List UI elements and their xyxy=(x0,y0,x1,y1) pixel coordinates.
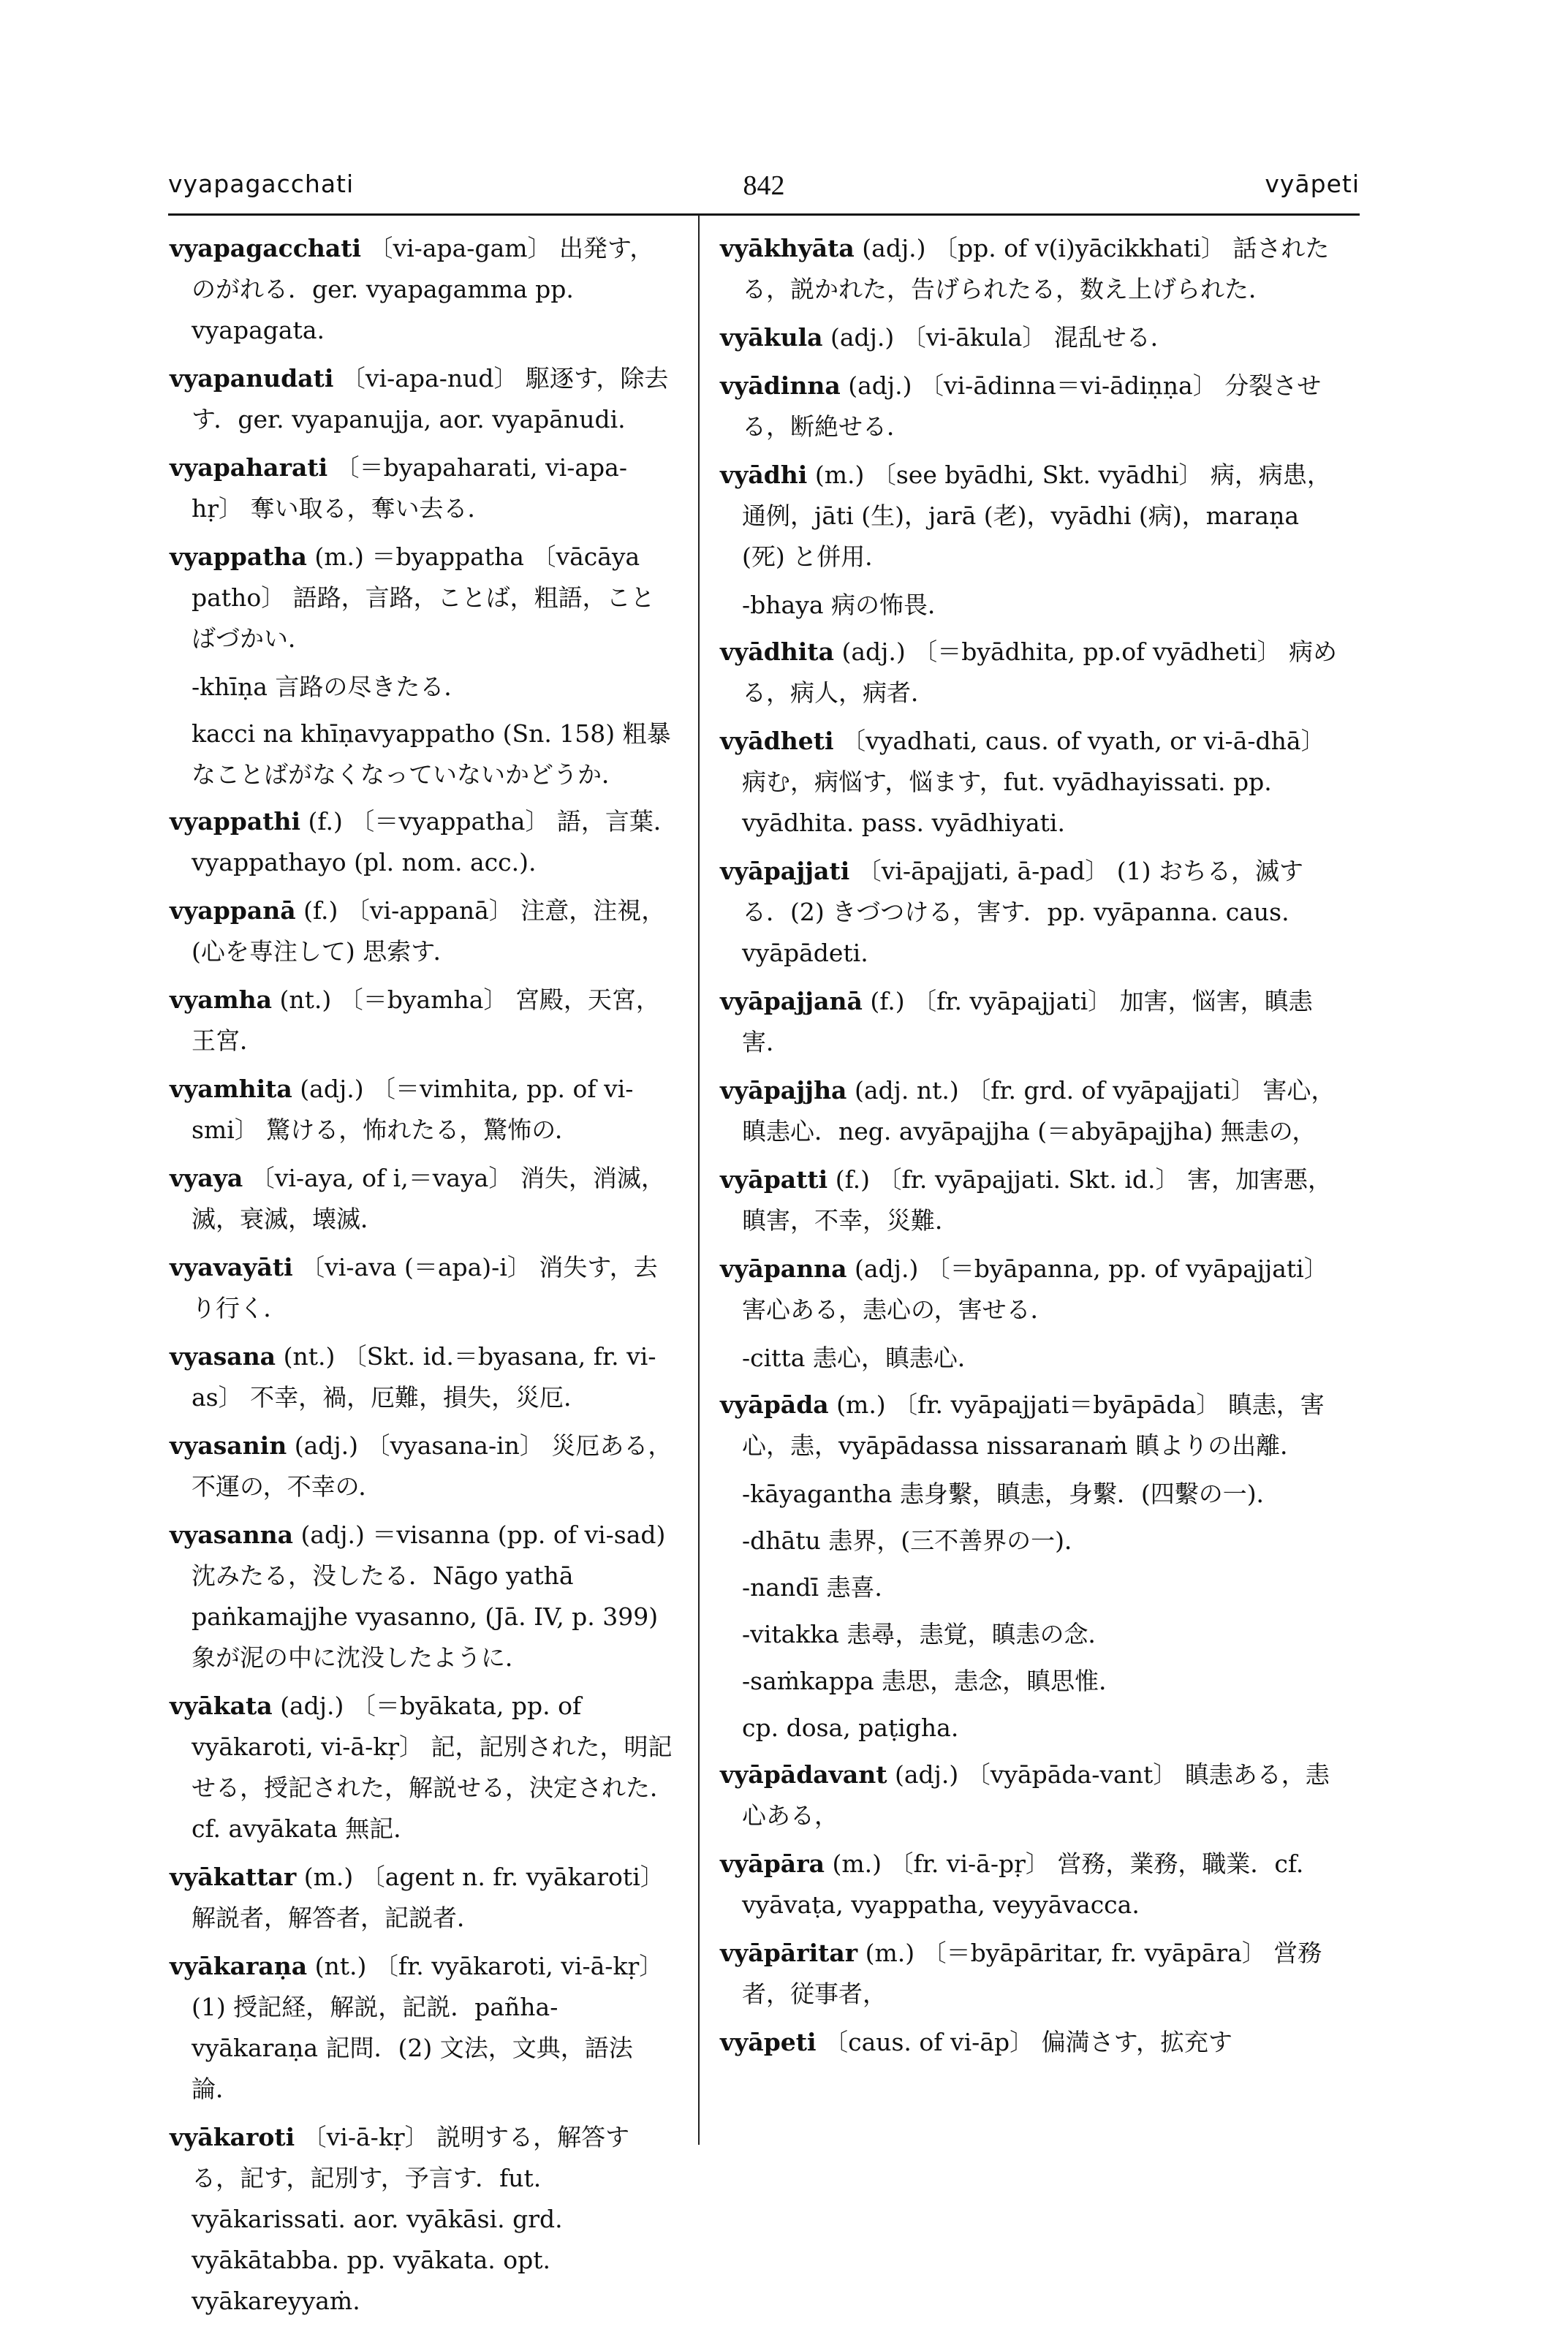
dictionary-entry: vyāpāda (m.) 〔fr. vyāpajjati＝byāpāda〕 瞋恚，害心，恚，vyāpādassa nissaranaṁ 瞋よりの出離． xyxy=(720,1390,1325,1460)
dictionary-entry: vyāpāra (m.) 〔fr. vi-ā-pṛ〕 営務，業務，職業．cf. vyāvaṭa, vyappatha, veyyāvacca. xyxy=(720,1849,1304,1919)
dictionary-entry: vyākattar (m.) 〔agent n. fr. vyākaroti〕 解説者，解答者，記説者． xyxy=(170,1863,664,1932)
page-number: 842 xyxy=(743,170,785,201)
dictionary-entry: vyākaraṇa (nt.) 〔fr. vyākaroti, vi-ā-kṛ〕 (1) 授記経，解説，記説．pañha-vyākaraṇa 記問．(2) 文法，文典，語法論． xyxy=(170,1952,664,2103)
dictionary-entry: vyākula (adj.) 〔vi-ākula〕 混乱せる． xyxy=(720,323,1175,352)
headword: vyamha xyxy=(170,985,273,1014)
headword: vyāpajjanā xyxy=(720,987,863,1015)
dictionary-entry: vyākaroti 〔vi-ā-kṛ〕 説明する，解答する，記す，記別す，予言す．fut. vyākarissati. aor. vyākāsi. grd. vyākātabba. pp. vyākata. opt. vyākareyyaṁ. xyxy=(170,2123,630,2315)
dictionary-entry: vyāpādavant (adj.) 〔vyāpāda-vant〕 瞋恚ある，恚心ある， xyxy=(720,1760,1330,1830)
dictionary-entry: vyādhita (adj.) 〔＝byādhita, pp.of vyādheti〕 病める，病人，病者． xyxy=(720,637,1337,707)
dictionary-entry: vyapanudati 〔vi-apa-nud〕 駆逐す，除去す．ger. vyapanujja, aor. vyapānudi. xyxy=(170,364,669,433)
sub-entry: kacci na khīṇavyappatho (Sn. 158) 粗暴なことばがなくなっていないかどうか． xyxy=(192,719,671,789)
dictionary-entry: vyādhi (m.) 〔see byādhi, Skt. vyādhi〕 病，病患，通例，jāti (生)，jarā (老)，vyādhi (病)，maraṇa (死) と併用． xyxy=(720,461,1331,571)
right-column xyxy=(720,228,1341,2070)
headword: vyākhyāta xyxy=(720,234,855,262)
dictionary-entry: vyamhita (adj.) 〔＝vimhita, pp. of vi-smi〕 驚ける，怖れたる，驚怖の． xyxy=(170,1075,634,1144)
headword: vyamhita xyxy=(170,1075,292,1103)
headword: vyādhi xyxy=(720,461,808,489)
headword: vyāpāritar xyxy=(720,1939,858,1967)
headword: vyapanudati xyxy=(170,364,334,393)
dictionary-entry: vyāpāritar (m.) 〔＝byāpāritar, fr. vyāpāra〕 営務者，従事者， xyxy=(720,1939,1322,2008)
dictionary-entry: vyasanna (adj.) ＝visanna (pp. of vi-sad) 沈みたる，没したる．Nāgo yathā paṅkamajjhe vyasanno, (Jā. IV, p. 399) 象が泥の中に沈没したように． xyxy=(170,1521,666,1672)
sub-entry: -vitakka 恚尋，恚覚，瞋恚の念． xyxy=(742,1620,1113,1648)
sub-entry: -nandī 恚喜． xyxy=(742,1573,899,1602)
headword: vyasanna xyxy=(170,1521,294,1549)
dictionary-entry: vyappatha (m.) ＝byappatha 〔vācāya patho〕 語路，言路，ことば，粗語，ことばづかい． xyxy=(170,542,655,653)
headword: vyāpanna xyxy=(720,1254,847,1283)
headword: vyasana xyxy=(170,1342,276,1371)
header-last-headword: vyāpeti xyxy=(1265,170,1360,198)
sub-entry: -khīṇa 言路の尽きたる． xyxy=(192,673,469,701)
headword: vyāpāra xyxy=(720,1849,825,1878)
sub-entry: -kāyagantha 恚身繫，瞋恚，身繫．(四繫の一)． xyxy=(742,1480,1281,1508)
headword: vyappathi xyxy=(170,807,301,836)
headword: vyāpāda xyxy=(720,1390,829,1419)
header-first-headword: vyapagacchati xyxy=(168,170,355,198)
headword: vyādhita xyxy=(720,637,834,666)
headword: vyādheti xyxy=(720,727,834,755)
headword: vyādinna xyxy=(720,371,841,400)
headword: vyapaharati xyxy=(170,453,328,482)
left-column xyxy=(170,228,678,2329)
headword: vyāpādavant xyxy=(720,1760,887,1789)
sub-entry: -bhaya 病の怖畏． xyxy=(742,591,952,619)
headword: vyāpajjha xyxy=(720,1076,847,1105)
headword: vyappatha xyxy=(170,542,307,571)
sub-entry: cp. dosa, paṭigha. xyxy=(742,1713,959,1742)
headword: vyākattar xyxy=(170,1863,297,1891)
headword: vyapagacchati xyxy=(170,234,361,262)
sub-entry: -citta 恚心，瞋恚心． xyxy=(742,1344,982,1372)
dictionary-entry: vyapagacchati 〔vi-apa-gam〕 出発す，のがれる．ger. vyapagamma pp. vyapagata. xyxy=(170,234,654,344)
dictionary-entry: vyavayāti 〔vi-ava (＝apa)-i〕 消失す，去り行く． xyxy=(170,1253,658,1322)
headword: vyaya xyxy=(170,1164,243,1192)
headword: vyāpatti xyxy=(720,1165,828,1194)
headword: vyākaraṇa xyxy=(170,1952,308,1980)
dictionary-entry: vyappathi (f.) 〔＝vyappatha〕 語，言葉．vyappathayo (pl. nom. acc.). xyxy=(170,807,678,876)
headword: vyāpajjati xyxy=(720,857,850,885)
dictionary-entry: vyapaharati 〔＝byapaharati, vi-apa-hṛ〕 奪い取る，奪い去る． xyxy=(170,453,627,523)
dictionary-entry: vyāpajjha (adj. nt.) 〔fr. grd. of vyāpajjati〕 害心，瞋恚心．neg. avyāpajjha (＝abyāpajjha) 無恚の， xyxy=(720,1076,1336,1145)
dictionary-entry: vyāpajjati 〔vi-āpajjati, ā-pad〕 (1) おちる，滅する．(2) きづつける，害す．pp. vyāpanna. caus. vyāpādeti. xyxy=(720,857,1303,967)
headword: vyākata xyxy=(170,1692,273,1720)
column-divider xyxy=(698,215,700,2145)
dictionary-entry: vyappanā (f.) 〔vi-appanā〕 注意，注視，(心を専注して) 思索す． xyxy=(170,896,666,966)
dictionary-entry: vyādinna (adj.) 〔vi-ādinna＝vi-ādiṇṇa〕 分裂させる，断絶せる． xyxy=(720,371,1322,441)
dictionary-entry: vyākhyāta (adj.) 〔pp. of v(i)yācikkhati〕 話されたる，説かれた，告げられたる，数え上げられた． xyxy=(720,234,1330,303)
dictionary-entry: vyaya 〔vi-aya, of i,＝vaya〕 消失，消滅，滅，衰滅，壊滅． xyxy=(170,1164,665,1233)
page-header xyxy=(168,170,1360,213)
dictionary-entry: vyāpajjanā (f.) 〔fr. vyāpajjati〕 加害，悩害，瞋恚害． xyxy=(720,987,1313,1056)
headword: vyavayāti xyxy=(170,1253,293,1281)
dictionary-entry: vyāpanna (adj.) 〔＝byāpanna, pp. of vyāpajjati〕 害心ある，恚心の，害せる． xyxy=(720,1254,1328,1324)
sub-entry: -saṁkappa 恚思，恚念，瞋思惟． xyxy=(742,1667,1124,1695)
headword: vyāpeti xyxy=(720,2028,817,2056)
sub-entry: -dhātu 恚界，(三不善界の一)． xyxy=(742,1526,1088,1555)
dictionary-entry: vyāpeti 〔caus. of vi-āp〕 偏満さす，拡充す xyxy=(720,2028,1232,2056)
dictionary-entry: vyāpatti (f.) 〔fr. vyāpajjati. Skt. id.〕 害，加害悪，瞋害，不幸，災難． xyxy=(720,1165,1333,1235)
dictionary-entry: vyādheti 〔vyadhati, caus. of vyath, or vi-ā-dhā〕 病む，病悩す，悩ます，fut. vyādhayissati. pp. vyādhita. pass. vyādhiyati. xyxy=(720,727,1325,837)
dictionary-entry: vyasanin (adj.) 〔vyasana-in〕 災厄ある，不運の，不幸の． xyxy=(170,1431,673,1501)
header-rule xyxy=(168,213,1360,216)
headword: vyākula xyxy=(720,323,823,352)
headword: vyappanā xyxy=(170,896,296,925)
dictionary-entry: vyamha (nt.) 〔＝byamha〕 宮殿，天宮，王宮． xyxy=(170,985,660,1055)
dictionary-entry: vyākata (adj.) 〔＝byākata, pp. of vyākaroti, vi-ā-kṛ〕 記，記別された，明記せる，授記された，解説せる，決定された．cf. avyākata 無記． xyxy=(170,1692,674,1843)
headword: vyākaroti xyxy=(170,2123,295,2151)
headword: vyasanin xyxy=(170,1431,287,1460)
dictionary-entry: vyasana (nt.) 〔Skt. id.＝byasana, fr. vi-as〕 不幸，禍，厄難，損失，災厄． xyxy=(170,1342,656,1412)
